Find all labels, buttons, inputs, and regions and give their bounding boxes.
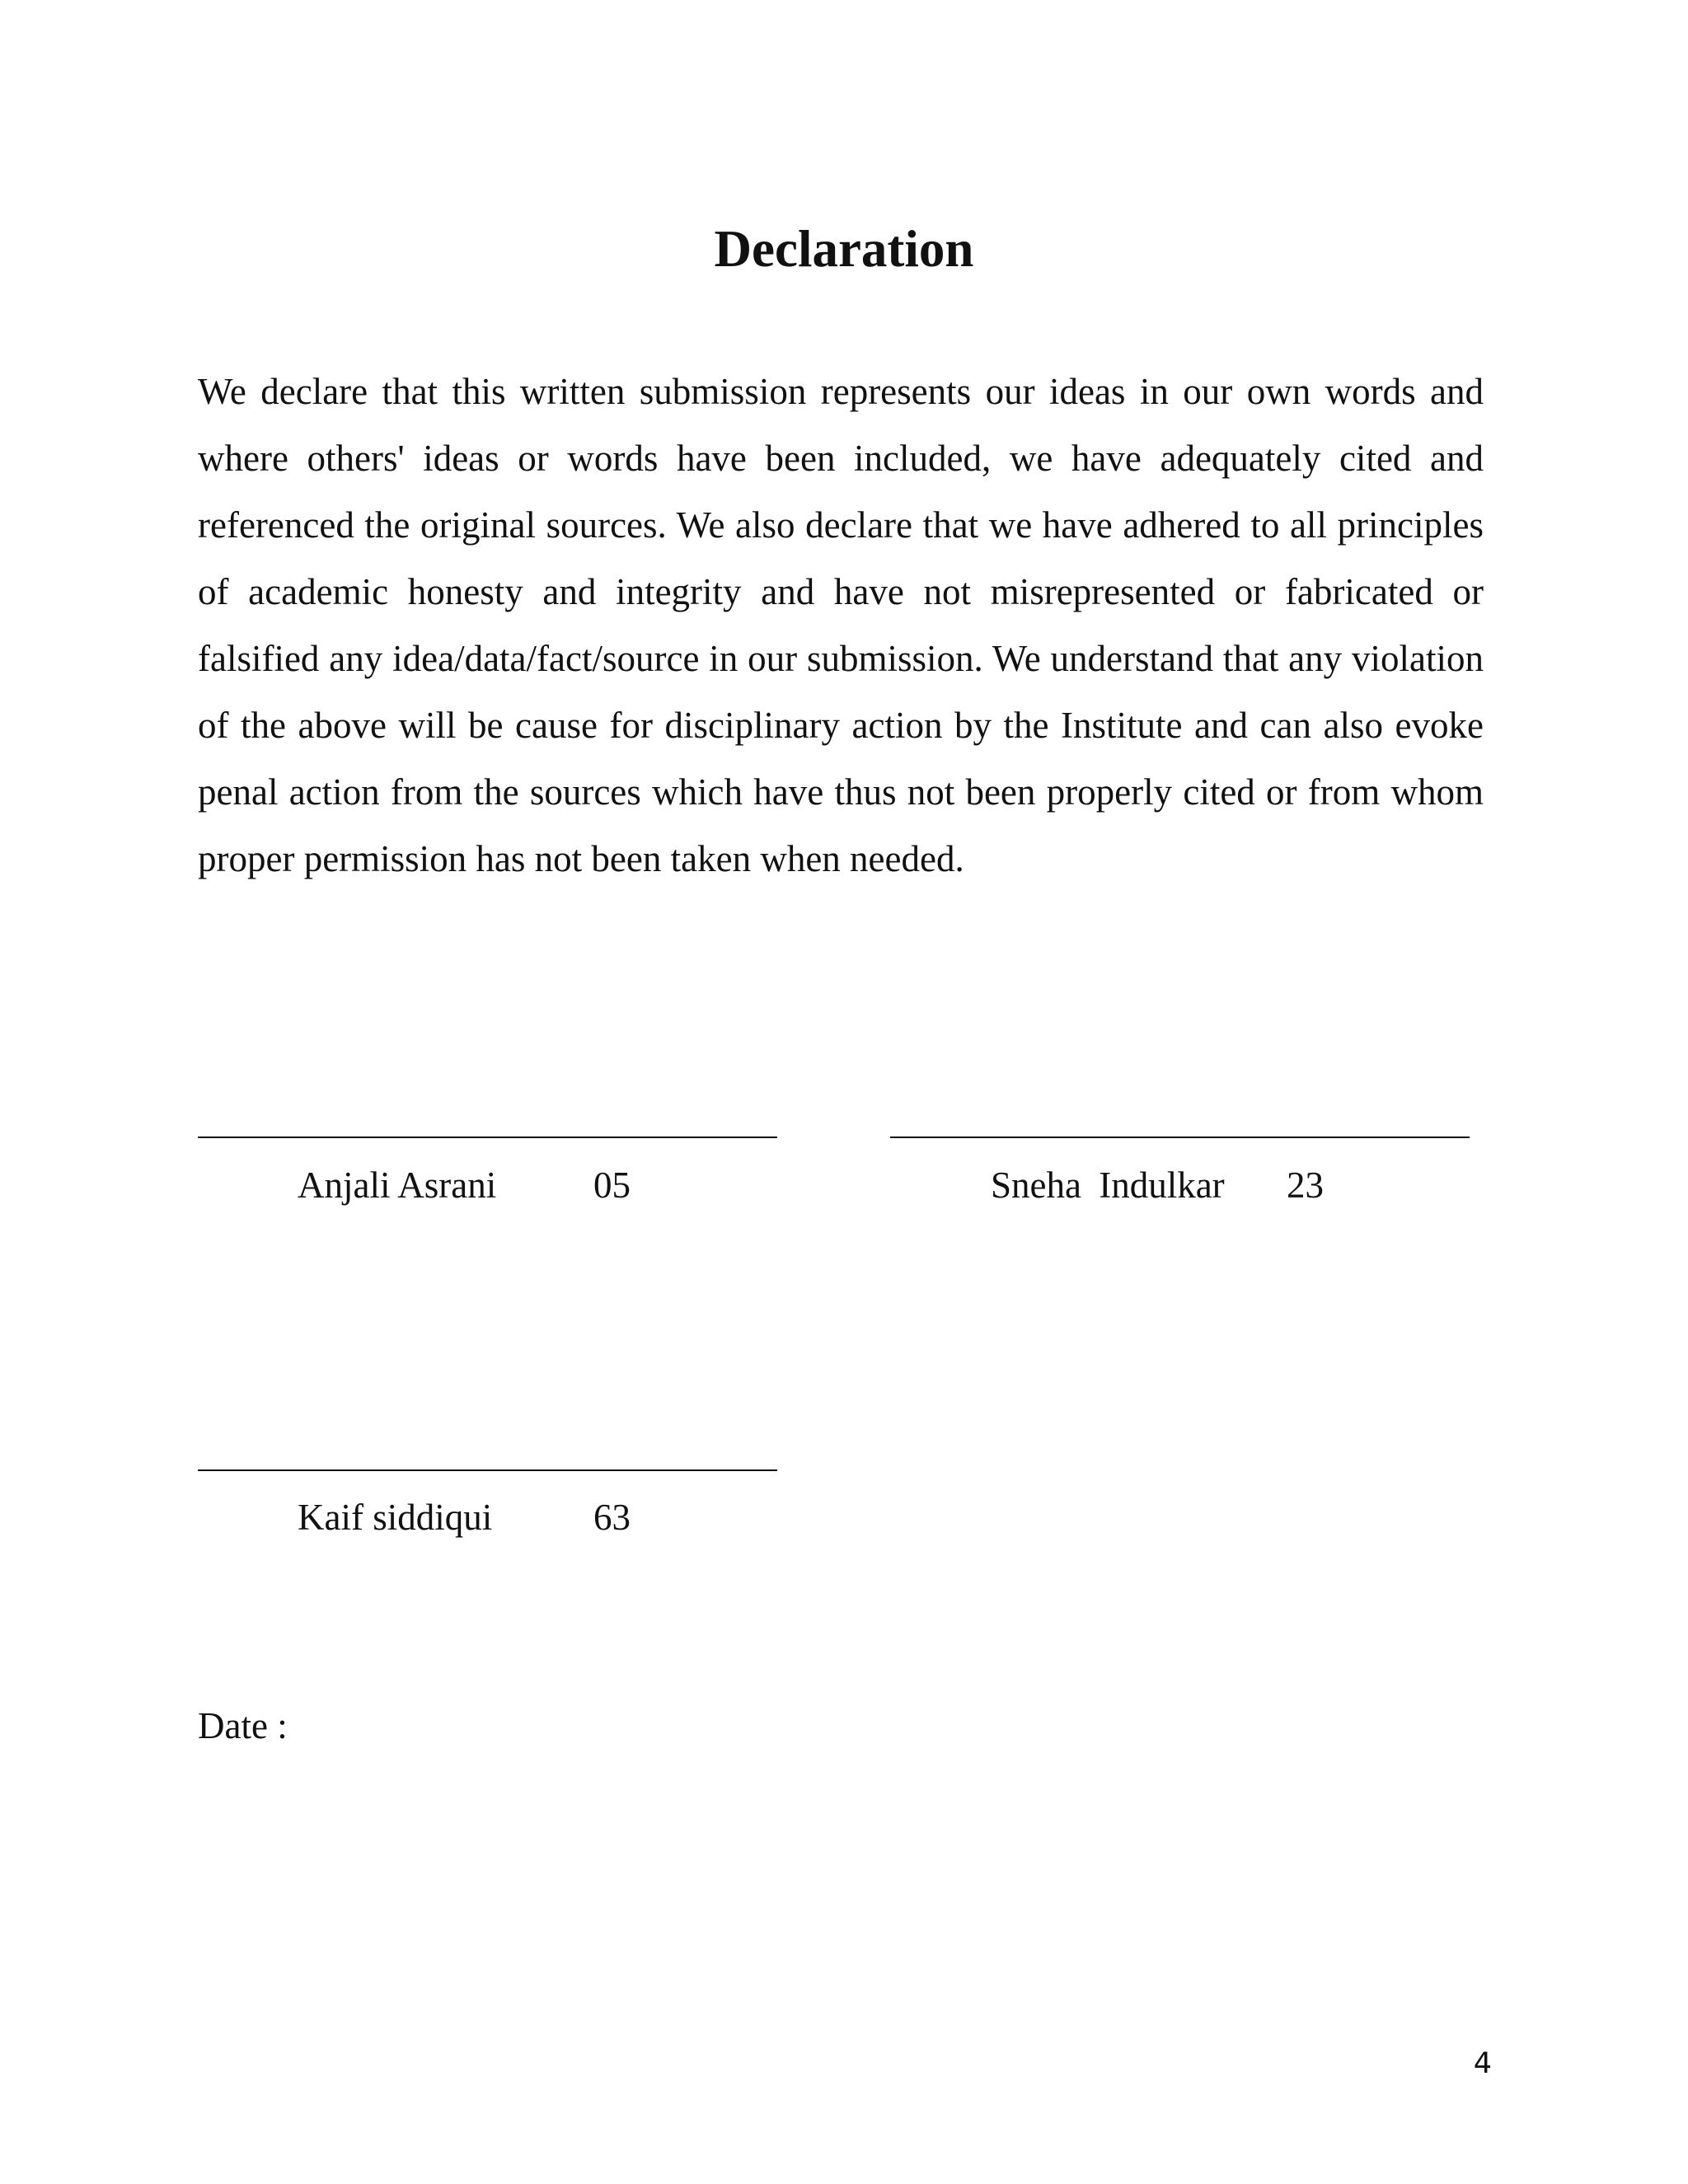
signatory-roll-3: 63 (593, 1497, 631, 1538)
signature-line-3 (198, 1469, 777, 1471)
date-label: Date : (198, 1705, 288, 1746)
page-number: 4 (1473, 2047, 1492, 2080)
signatory-name-3: Kaif siddiqui (298, 1497, 493, 1538)
signature-line-1 (198, 1137, 777, 1138)
signatory-name-1: Anjali Asrani (298, 1165, 497, 1206)
signatory-roll-2: 23 (1287, 1165, 1324, 1206)
signatory-name-2: Sneha Indulkar (991, 1165, 1225, 1206)
signatory-roll-1: 05 (593, 1165, 631, 1206)
signature-line-2 (890, 1137, 1470, 1138)
declaration-paragraph: We declare that this written submission represents our ideas in our own words and where others' ideas or words have been included, we have adequately cited and referenced the original sources. We also declare that we have adhered to all principles of academic honesty and integrity and have not misrepresented or fabricated or falsified any idea/data/fact/source in our submission. We understand that any violation of the above will be cause for disciplinary action by the Institute and can also evoke penal action from the sources which have thus not been properly cited or from whom proper permission has not been taken when needed. (198, 371, 1484, 879)
page-title: Declaration (714, 220, 974, 278)
